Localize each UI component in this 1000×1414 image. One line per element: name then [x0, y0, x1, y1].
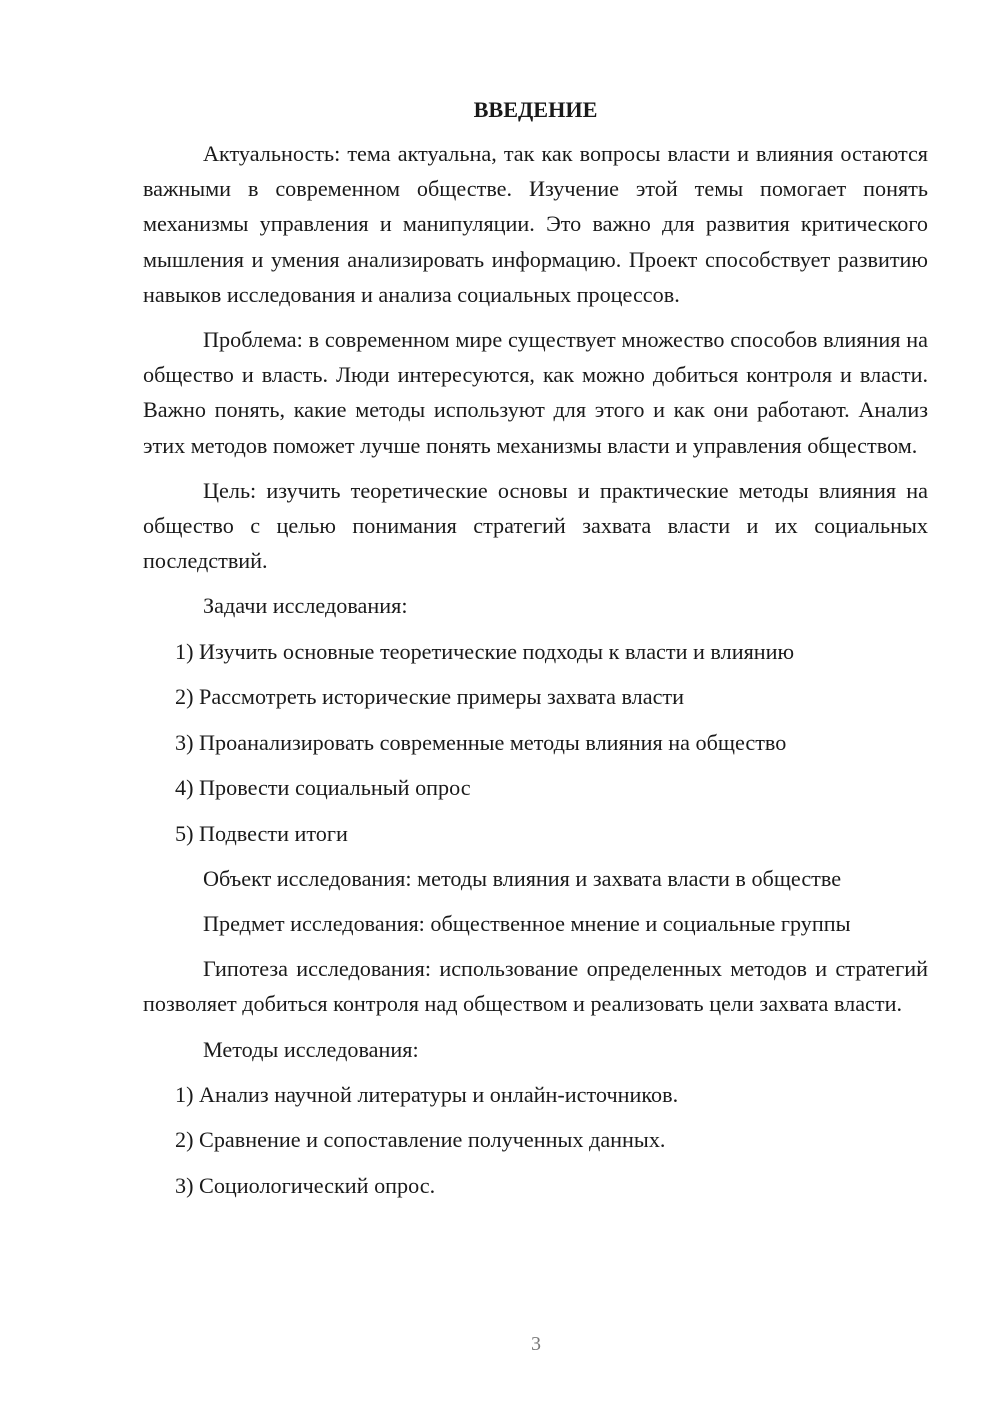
tasks-list: [143, 634, 928, 851]
hypothesis-paragraph: Гипотеза исследования: использование определенных методов и стратегий позволяет добиться контроля над обществом и реализовать цели захвата власти.: [143, 956, 928, 1017]
page-content: [143, 92, 928, 1203]
problem-paragraph: Проблема: в современном мире существует множество способов влияния на общество и власть. Люди интересуются, как можно добиться контроля и власти. Важно понять, какие методы используют для этого и как они работают. Анализ этих методов поможет лучше понять механизмы власти и управления обществом.: [143, 327, 928, 458]
method-item: 2) Сравнение и сопоставление полученных данных.: [175, 1127, 666, 1153]
subject-line: Предмет исследования: общественное мнение и социальные группы: [203, 911, 851, 937]
relevance-paragraph: Актуальность: тема актуальна, так как вопросы власти и влияния остаются важными в современном обществе. Изучение этой темы помогает понять механизмы управления и манипуляции. Это важно для развития критического мышления и умения анализировать информацию. Проект способствует развитию навыков исследования и анализа социальных процессов.: [143, 141, 928, 307]
task-item: 2) Рассмотреть исторические примеры захвата власти: [175, 684, 684, 710]
methods-list: [143, 1077, 928, 1203]
tasks-heading: Задачи исследования:: [203, 593, 408, 619]
task-item: 4) Провести социальный опрос: [175, 775, 471, 801]
page-title: ВВЕДЕНИЕ: [473, 97, 598, 122]
method-item: 1) Анализ научной литературы и онлайн-источников.: [175, 1081, 679, 1107]
task-item: 3) Проанализировать современные методы влияния на общество: [175, 729, 787, 755]
page-number: 3: [531, 1333, 541, 1355]
task-item: 1) Изучить основные теоретические подходы к власти и влиянию: [175, 638, 795, 664]
method-item: 3) Социологический опрос.: [175, 1172, 436, 1198]
methods-heading: Методы исследования:: [203, 1036, 419, 1062]
goal-paragraph: Цель: изучить теоретические основы и практические методы влияния на общество с целью понимания стратегий захвата власти и их социальных последствий.: [143, 477, 928, 574]
object-line: Объект исследования: методы влияния и захвата власти в обществе: [203, 865, 842, 891]
task-item: 5) Подвести итоги: [175, 820, 348, 846]
